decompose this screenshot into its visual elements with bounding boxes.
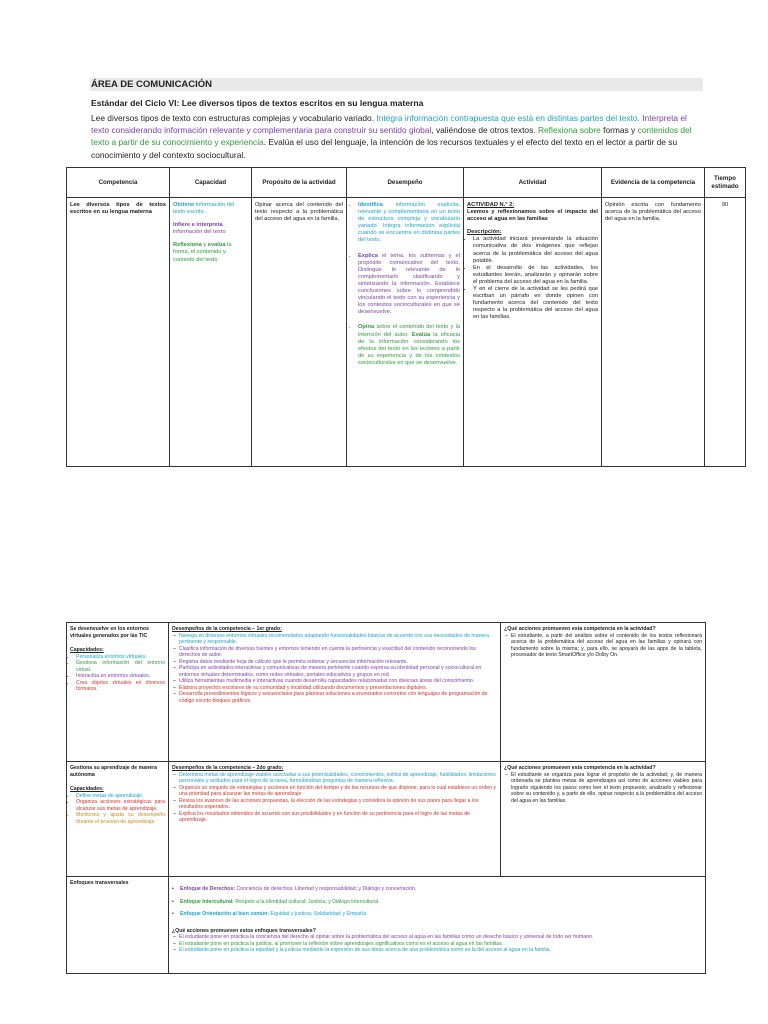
autonoma-desempenos-label: Desempeños de la competencia – 2do grado: (172, 765, 284, 771)
autonoma-capacidad-item: • Monitorea y ajusta su desempeño durante el proceso de aprendizaje. (76, 812, 165, 825)
activity-table-header (67, 168, 746, 198)
tic-capacidad-item: • Gestiona información del entorno virtual. (76, 660, 165, 673)
cell-proposito: Opinar acerca del contenido del texto respecto a la problemática del acceso del agua en la familia. (252, 198, 347, 467)
enfoques-answer: – El estudiante pone en práctica la conciencia del derecho al opinar sobre la problemática del acceso al agua en las familias como un derecho básico y universal de todo ser humano. (179, 934, 702, 941)
autonoma-capacidades-label: Capacidades: (70, 786, 104, 792)
actividad-title: ACTIVIDAD N.° 2: (467, 202, 515, 208)
capacidad-2-joiner: e (190, 222, 197, 229)
intro-text-4: . Evalúa el uso del lenguaje, la intención de los recursos textuales y el efecto del texto en el lector a partir de su conocimiento y del contexto sociocultural. (91, 137, 678, 160)
enfoques-answer: – El estudiante pone en práctica la equidad y la justicia mediante la expresión de sus ideas acerca de una problemática como es la del acceso al agua en la familia. (179, 947, 702, 954)
autonoma-capacidades-list (70, 793, 165, 826)
capacidad-3-verb: Reflexiona (173, 242, 202, 249)
autonoma-capacidad-item: • Organiza acciones estratégicas para alcanzar sus metas de aprendizaje. (76, 799, 165, 812)
cell-tiempo: 90 (705, 198, 746, 467)
enfoque-derechos (172, 886, 702, 893)
enfoque-bien-comun-text: Equidad y justicia; Solidaridad; y Empatía. (269, 911, 368, 917)
cell-tic-desempenos (169, 623, 501, 762)
standard-title: Estándar del Ciclo VI: Lee diversos tipos de textos escritos en su lengua materna (91, 98, 424, 108)
capacidad-2-verb: Infiere (173, 222, 191, 229)
intro-text-2: , valiéndose de otros textos. (431, 125, 538, 136)
standard-description (91, 112, 705, 161)
enfoques-answer-list (172, 934, 702, 954)
bullet-icon: • (172, 911, 174, 917)
autonoma-competencia-title: Gestiona su aprendizaje de manera autónoma (70, 765, 158, 778)
cell-enfoques-content (169, 877, 706, 974)
activity-table-row (67, 198, 746, 467)
tic-desempeno-item: – Desarrolla procedimientos lógicos y secuenciales para plantear soluciones a enunciados concretos con lenguajes de programación de código escrito bloques gráficos. (179, 691, 497, 704)
desempeno-item-2 (358, 253, 460, 317)
enfoque-derechos-name: Enfoque de Derechos: (180, 886, 236, 892)
actividad-item: • La actividad iniciará presentando la situación comunicativa de dos imágenes que reflejan acerca de la problemática del acceso del agua potable. (473, 236, 598, 264)
desempeno-3-verb-2: Evalúa (411, 331, 431, 338)
autonoma-desempeno-item: – Revisa los avances de las acciones propuestas, la elección de las estrategias y considera la opinión de sus pares para llegar a los resultados esperados. (179, 798, 497, 811)
header-desempeno: Desempeño (347, 168, 464, 198)
desempeno-3-text: sobre el contenido del texto y la intención del autor. (358, 324, 460, 338)
tic-competencia-title: Se desenvuelve en los entornos virtuales generados por las TIC (70, 626, 149, 639)
bullet-icon: • (172, 898, 174, 905)
cell-capacidad (170, 198, 252, 467)
autonoma-desempeno-item: – Explica los resultados obtenidos de acuerdo con sus posibilidades y en función de su pertinencia para el logro de las metas de aprendizaje. (179, 811, 497, 824)
desempeno-3-verb: Opina (358, 324, 375, 331)
actividad-item: • Y en el cierre de la actividad se les pedirá que escriban un párrafo en donde opinen con fundamento acerca del contenido del texto respecto a la problemática del acceso del agua en las familias. (473, 286, 598, 321)
intro-text-3: formas y (600, 125, 638, 136)
capacidad-2-verb-2: interpreta (196, 222, 223, 229)
tic-desempeno-item: – Registra datos mediante hoja de cálculo que le permita ordenar y secuenciar información relevante. (179, 659, 497, 666)
tic-desempeno-item: – Clasifica información de diversas fuentes y entornos teniendo en cuenta la pertinencia y exactitud del contenido reconociendo los derechos de autor. (179, 646, 497, 659)
tic-desempenos-label: Desempeños de la competencia – 1er grado: (172, 626, 282, 632)
intro-text-1: Lee diversos tipos de texto con estructuras complejas y vocabulario variado. (91, 113, 377, 123)
header-competencia: Competencia (67, 168, 170, 198)
header-actividad: Actividad (464, 168, 602, 198)
autonoma-desempenos-list (172, 772, 497, 824)
cell-enfoques-label (67, 877, 169, 974)
enfoque-intercultural-text: Respeto a la identidad cultural; Justicia; y Diálogo intercultural. (233, 898, 380, 905)
tic-desempeno-item: – Utiliza herramientas multimedia e interactivas cuando desarrolla capacidades relacionadas con diversas áreas del conocimiento. (179, 678, 497, 685)
cell-autonoma-competencia (67, 762, 169, 877)
tic-desempenos-list (172, 633, 497, 705)
desempeno-list (350, 202, 460, 367)
enfoque-intercultural-name: Enfoque Intercultural: (180, 898, 234, 905)
activity-table (66, 167, 746, 467)
capacidad-3-joiner: y (201, 242, 208, 249)
cell-actividad (464, 198, 602, 467)
tic-answer: – El estudiante, a partir del análisis sobre el contenido de los textos reflexionará acerca de la problemática del acceso del agua en las familias y opinará con fundamento sobre la misma; y, para ello, se apoyará de las apps de la tableta, procesador de texto SmartOffice y/o Dolby On. (511, 633, 702, 659)
enfoque-intercultural (172, 899, 702, 906)
intro-integra: Integra información contrapuesta que está en distintas partes del texto. (376, 113, 640, 123)
cell-autonoma-desempenos (169, 762, 501, 877)
enfoques-label: Enfoques transversales (70, 880, 129, 886)
header-evidencia: Evidencia de la competencia (602, 168, 705, 198)
autonoma-answer-list (504, 772, 702, 805)
autonoma-desempeno-item: – Organiza un conjunto de estrategias y acciones en función del tiempo y de los recursos de que dispone, para lo cual establece un orden y una prioridad para alcanzar las metas de aprendizaje. (179, 785, 497, 798)
desempeno-1-verb: Identifica (358, 202, 383, 208)
capacidad-2 (173, 222, 248, 236)
tic-capacidades-label: Capacidades: (70, 647, 104, 653)
cell-autonoma-acciones (501, 762, 706, 877)
capacidad-1-text: información del texto escrito. (173, 202, 235, 216)
tic-answer-list (504, 633, 702, 659)
enfoque-derechos-text: Conciencia de derechos; Libertad y responsabilidad; y Diálogo y concertación. (235, 886, 417, 892)
tic-capacidad-item: • Interactúa en entornos virtuales. (76, 673, 165, 680)
enfoques-question: ¿Qué acciones promueven estos enfoques transversales? (172, 927, 316, 934)
capacidad-3-text: la forma, el contenido y contexto del texto (173, 242, 232, 263)
intro-reflexiona: Reflexiona sobre (537, 125, 601, 136)
actividad-desc-label: Descripción: (467, 229, 502, 236)
actividad-list (467, 236, 598, 321)
desempeno-1-text: información explícita, relevante y complementaria en un texto de estructura compleja y vocabulario variado. Integra información explícita cuando se encuentra en distintas partes del texto. (358, 202, 460, 244)
autonoma-desempeno-item: – Determina metas de aprendizaje viables asociadas a sus potencialidades, conocimientos, estilos de aprendizaje, habilidades, limitaciones personales y actitudes para el logro de la tarea, formulándose preguntas de manera reflexiva. (179, 772, 497, 785)
capacidad-1-verb: Obtiene (173, 202, 195, 208)
desempeno-item-3 (358, 324, 460, 367)
cell-evidencia: Opinión escrita con fundamento acerca de la problemática del acceso del agua en la familia. (602, 198, 705, 467)
cell-competencia (67, 198, 170, 467)
tic-desempeno-item: – Elabora proyectos escolares de su comunidad y localidad utilizando documentos y presentaciones digitales. (179, 685, 497, 692)
actividad-item: • En el desarrollo de las actividades, los estudiantes leerán, analizarán y opinarán sobre el problema del acceso del agua en la familia. (473, 265, 598, 286)
tic-question: ¿Qué acciones promueven esta competencia en la actividad? (504, 626, 656, 632)
bullet-icon: • (172, 886, 174, 892)
capacidad-1 (173, 202, 248, 216)
intro-contenidos: contenidos del texto a partir de su conocimiento y experiencia (91, 125, 692, 148)
competencies-row-enfoques (67, 877, 706, 974)
header-tiempo: Tiempo estimado (705, 168, 746, 198)
tic-desempeno-item: – Navega en diversos entornos virtuales recomendados adaptando funcionalidades básicas de acuerdo con sus necesidades de manera pertinente y responsable. (179, 633, 497, 646)
actividad-subtitle: Leemos y reflexionamos sobre el impacto del acceso al agua en las familias (467, 209, 598, 223)
intro-interpreta: Interpreta el texto considerando información relevante y complementaria para construir su sentido global (91, 113, 687, 136)
enfoque-bien-comun-name: Enfoque Orientación al bien común: (180, 911, 270, 917)
cell-tic-acciones (501, 623, 706, 762)
enfoque-bien-comun (172, 911, 702, 918)
desempeno-2-verb: Explica (358, 252, 378, 259)
cell-desempeno (347, 198, 464, 467)
autonoma-question: ¿Qué acciones promueven esta competencia en la actividad? (504, 765, 656, 771)
capacidad-3 (173, 242, 248, 263)
enfoques-answer: – El estudiante pone en práctica la justicia, al promover la reflexión sobre aprendizajes significativos como es el acceso al agua en las familias. (179, 941, 702, 948)
autonoma-answer: – El estudiante se organiza para lograr el propósito de la actividad; y, de manera ordenada se plantea metas de aprendizajes así como de acciones viables para lograrlo siguiendo los pasos como leer el texto propuesto, analizarlo y reflexionar sobre su contenido y, a partir de ello, opinar respecto a la problemática del acceso del agua en las familias. (511, 772, 702, 805)
capacidad-3-verb-2: evalúa (207, 242, 226, 249)
competencies-row-tic (67, 623, 706, 762)
tic-capacidades-list (70, 654, 165, 693)
competencies-row-autonoma (67, 762, 706, 877)
desempeno-2-text: el tema, los subtemas y el propósito comunicativo del texto. Distingue lo relevante de lo complementario clasificando y sintetizando la información. Establece conclusiones sobre lo comprendido vinculando el texto con su experiencia y los contextos socioculturales en que se desenvuelve. (358, 252, 460, 316)
tic-capacidad-item: • Personaliza entornos virtuales. (76, 654, 165, 661)
competencia-text: Lee diversos tipos de textos escritos en su lengua materna (70, 202, 166, 216)
tic-desempeno-item: – Participa en actividades interactivas y comunicativas de manera pertinente cuando expresa su identidad personal y sociocultural en entornos virtuales determinados, como redes virtuales, portales educativos y grupos en red. (179, 665, 497, 678)
header-capacidad: Capacidad (170, 168, 252, 198)
autonoma-capacidad-item: • Define metas de aprendizaje. (76, 793, 165, 800)
cell-tic-competencia (67, 623, 169, 762)
header-proposito: Propósito de la actividad (252, 168, 347, 198)
area-title: ÁREA DE COMUNICACIÓN (91, 79, 213, 90)
desempeno-item-1 (358, 202, 460, 245)
competencies-table (66, 622, 706, 974)
capacidad-2-text: información del texto (173, 229, 226, 236)
tic-capacidad-item: • Crea objetos virtuales en diversos formatos. (76, 680, 165, 693)
desempeno-3-text-2: la eficacia de la información considerando los efectos del texto en los lectores a partir de su experiencia y de los contextos socioculturales en que se desenvuelve. (358, 331, 461, 366)
